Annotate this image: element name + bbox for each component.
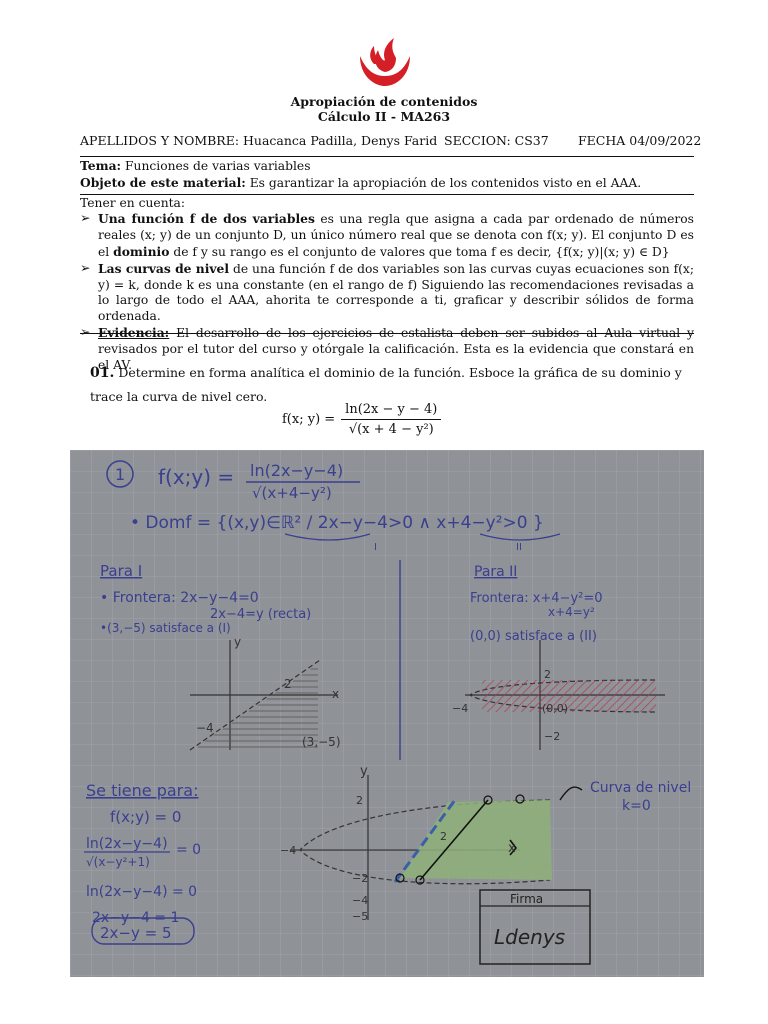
upc-logo: [354, 36, 416, 88]
exercise-text: Determine en forma analítica el dominio de la función. Esboce la gráfica de su dominio y trace la curva de nivel cero.: [90, 365, 682, 404]
hw-frontera2b: x+4=y²: [548, 605, 595, 619]
hw-g3-tick-2b: 2: [440, 830, 447, 843]
formula-denominator: √(x + 4 − y²): [348, 422, 434, 437]
hw-label-i: I: [374, 542, 377, 553]
hw-func-lhs: f(x;y) =: [158, 465, 235, 489]
bullet-evidencia: ➢ Evidencia: El desarrollo de los ejercicios de estalista deben ser subidos al Aula virtual y revisados por el tutor del curso y otórgale la calificación. Esta es la evidencia que constará en el AV.: [80, 324, 694, 372]
hw-func-den: √(x+4−y²): [252, 484, 332, 502]
hw-step4: 2x−y−4 = 1: [92, 910, 180, 926]
hw-g3-tick-m2: −2: [352, 872, 369, 885]
hw-g1-tick-2: 2: [284, 677, 292, 691]
hw-label-ii: II: [516, 542, 522, 553]
formula-numerator: ln(2x − y − 4): [341, 402, 441, 420]
tema-line: Tema: Funciones de varias variables: [80, 158, 311, 173]
exercise-number: 01.: [90, 365, 115, 381]
hw-g2-tick-2: 2: [544, 668, 551, 681]
hw-g2-tick-m2: −2: [544, 730, 561, 743]
bullet-funcion: ➢ Una función f de dos variables es una regla que asigna a cada par ordenado de números reales (x; y) de un conjunto D, un único número real que se denota con f(x; y). El conjunto D es el dominio de f y su rango es el conjunto de valores que toma f es decir, {f(x; y)|(x; y) ∈ D}: [80, 211, 694, 259]
handwritten-solution-photo: [70, 450, 704, 977]
student-name: APELLIDOS Y NOMBRE: Huacanca Padilla, Denys Farid: [80, 133, 438, 148]
function-formula: [282, 402, 441, 437]
bullet-curvas: ➢ Las curvas de nivel de una función f de dos variables son las curvas cuyas ecuaciones son f(x; y) = k, donde k es una constante (en el rango de f) Siguiendo las recomendaciones revisadas a lo largo de todo el AAA, ahorita te corresponde a ti, graficar y describir sólidos de forma ordenada.: [80, 260, 694, 324]
hw-firma: Firma: [510, 892, 544, 906]
bottom-rule: [80, 333, 694, 334]
document-title: Apropiación de contenidos: [290, 94, 478, 109]
hw-g2-tick-m4: −4: [452, 702, 469, 715]
hw-g3-tick-m4b: −4: [352, 894, 369, 907]
hw-signature: Ldenys: [494, 925, 566, 949]
hw-g3-tick-m5: −5: [352, 910, 369, 923]
hw-circle-number: 1: [115, 465, 126, 484]
hw-g1-tick-m4: −4: [196, 721, 214, 735]
tener-line: Tener en cuenta:: [80, 194, 694, 212]
hw-step2-den: √(x−y²+1): [86, 855, 150, 869]
hw-g1-axis-x: x: [332, 687, 340, 701]
formula-fraction: [341, 402, 441, 437]
hw-step3: ln(2x−y−4) = 0: [86, 884, 198, 900]
hw-g1-point: (3,−5): [302, 735, 341, 749]
hw-frontera1b: 2x−4=y (recta): [210, 607, 312, 622]
hw-para2: Para II: [474, 564, 518, 580]
hw-satisface1: •(3,−5) satisface a (I): [100, 621, 231, 635]
hw-k0: k=0: [622, 798, 651, 814]
course-title: Cálculo II - MA263: [317, 109, 451, 124]
hw-g1-axis-y: y: [234, 635, 242, 649]
hw-g3-tick-m4: −4: [280, 844, 297, 857]
hw-g3-axis-x: x: [508, 841, 516, 856]
hw-domain: • Domf = {(x,y)∈ℝ² / 2x−y−4>0 ∧ x+4−y²>0 }: [130, 513, 544, 533]
hw-g2-origin: (0,0): [542, 702, 569, 715]
hw-frontera1: • Frontera: 2x−y−4=0: [100, 590, 259, 606]
hw-frontera2: Frontera: x+4−y²=0: [470, 591, 603, 606]
hw-step1: f(x;y) = 0: [110, 808, 182, 826]
objeto-line: Objeto de este material: Es garantizar la apropiación de los contenidos visto en el AAA.: [80, 174, 642, 190]
hw-g3-tick-2: 2: [356, 794, 363, 807]
hw-satisface2: (0,0) satisface a (II): [470, 629, 597, 644]
date: FECHA 04/09/2022: [578, 133, 702, 148]
hw-step2-eq: = 0: [176, 842, 202, 858]
hw-step5: 2x−y = 5: [100, 924, 172, 942]
hw-setiene: Se tiene para:: [86, 781, 199, 800]
hw-g3-axis-y: y: [360, 764, 368, 779]
formula-lhs: f(x; y) =: [282, 412, 336, 427]
hw-curva-label: Curva de nivel: [590, 780, 692, 796]
instructions-box: [80, 158, 694, 373]
section: SECCION: CS37: [444, 133, 549, 148]
hw-para1: Para I: [100, 562, 143, 580]
top-rule: [80, 156, 694, 157]
hw-func-num: ln(2x−y−4): [250, 461, 344, 480]
hw-step2-num: ln(2x−y−4): [86, 836, 168, 852]
